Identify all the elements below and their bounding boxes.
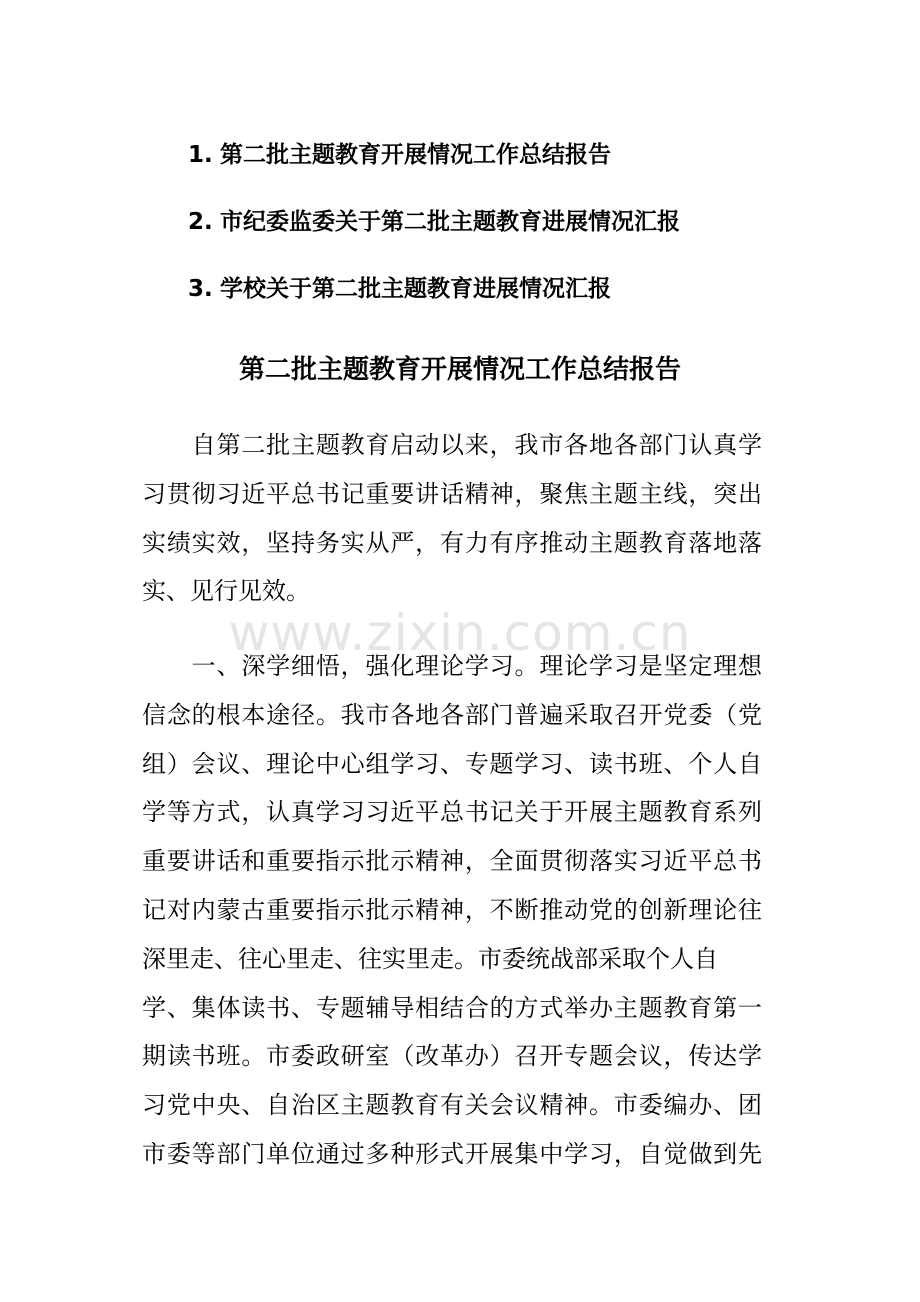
toc-item: [188, 270, 680, 337]
toc-item: [188, 203, 680, 270]
text-line: 深里走、往心里走、往实里走。市委统战部采取个人自: [142, 944, 718, 973]
text-line: 学等方式，认真学习习近平总书记关于开展主题教育系列: [142, 798, 762, 827]
document-title: 第二批主题教育开展情况工作总结报告: [238, 355, 681, 385]
toc-number: 2.: [188, 209, 213, 235]
text-line: 学、集体读书、专题辅导相结合的方式举办主题教育第一: [142, 993, 762, 1022]
text-line: 组）会议、理论中心组学习、专题学习、读书班、个人自: [142, 749, 762, 778]
paragraph-intro: [142, 421, 762, 616]
watermark: www.zixin.com.cn: [228, 604, 692, 662]
toc-number: 3.: [188, 276, 213, 302]
text-line: 记对内蒙古重要指示批示精神，不断推动党的创新理论往: [142, 895, 762, 924]
toc-label: 市纪委监委关于第二批主题教育进展情况汇报: [220, 209, 680, 235]
toc-label: 第二批主题教育开展情况工作总结报告: [220, 142, 611, 168]
text-line: 习党中央、自治区主题教育有关会议精神。市委编办、团: [142, 1091, 762, 1120]
text-line: 一、深学细悟，强化理论学习。理论学习是坚定理想: [142, 652, 762, 680]
paragraph-section-one: [142, 642, 762, 1179]
text-line: 市委等部门单位通过多种形式开展集中学习，自觉做到先: [142, 1139, 762, 1168]
toc-number: 1.: [188, 142, 213, 168]
text-line: 实绩实效，坚持务实从严，有力有序推动主题教育落地落: [142, 528, 762, 557]
text-line: 习贯彻习近平总书记重要讲话精神，聚焦主题主线，突出: [142, 479, 762, 508]
text-line: 重要讲话和重要指示批示精神，全面贯彻落实习近平总书: [142, 847, 762, 876]
text-line: 自第二批主题教育启动以来，我市各地各部门认真学: [142, 431, 762, 459]
text-line: 期读书班。市委政研室（改革办）召开专题会议，传达学: [142, 1042, 762, 1071]
text-line: 实、见行见效。: [142, 577, 310, 606]
text-line: 信念的根本途径。我市各地各部门普遍采取召开党委（党: [142, 700, 762, 729]
table-of-contents: [188, 136, 680, 337]
toc-label: 学校关于第二批主题教育进展情况汇报: [220, 276, 611, 302]
toc-item: [188, 136, 680, 203]
